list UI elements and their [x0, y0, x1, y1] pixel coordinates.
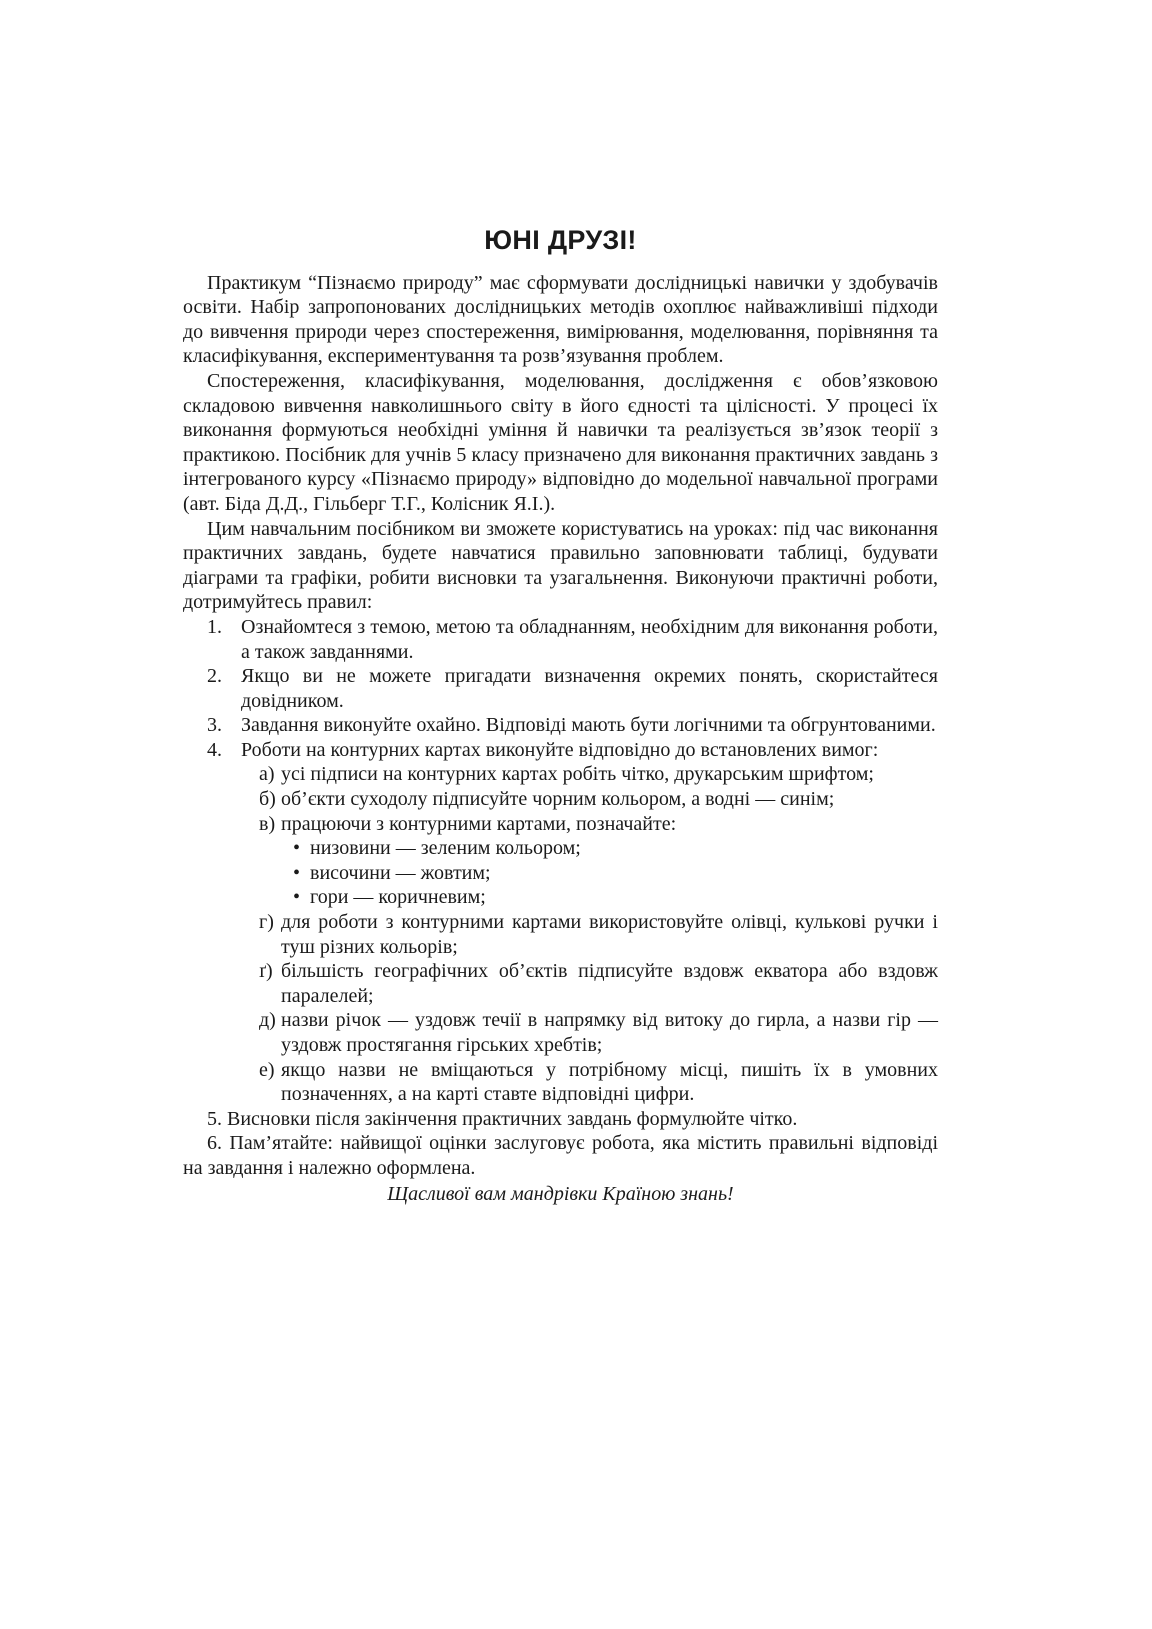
usage-paragraph: Цим навчальним посібником ви зможете користуватись на уроках: під час виконання практичних завдань, будете навчатися правильно заповнювати таблиці, будувати діаграми та графіки, робити висновки та узагальнення. Виконуючи практичні роботи, дотримуйтесь правил: — [183, 517, 938, 614]
bullet-icon: • — [293, 861, 301, 884]
page-title: ЮНІ ДРУЗІ! — [484, 225, 637, 255]
sub-item-letter: б) — [259, 788, 276, 811]
sub-item — [183, 959, 938, 1008]
rule-item — [183, 738, 938, 763]
rules-list — [183, 615, 938, 763]
bullet-text: височини — жовтим; — [310, 861, 491, 884]
sub-item — [183, 762, 938, 787]
sub-item — [183, 910, 938, 959]
rule-text: Якщо ви не можете пригадати визначення окремих понять, скористайтеся довідником. — [241, 665, 938, 712]
final-point-evaluation: 6. Пам’ятайте: найвищої оцінки заслуговує робота, яка містить правильні відповіді на завдання і належно оформлена. — [183, 1132, 938, 1179]
sub-item-letter: ґ) — [259, 960, 273, 983]
sub-item — [183, 812, 938, 837]
sub-item — [183, 787, 938, 812]
map-requirements-list-continued — [183, 910, 938, 1107]
sub-item-text: назви річок — уздовж течії в напрямку від витоку до гирла, а назви гір — уздовж простягання гірських хребтів; — [281, 1009, 938, 1056]
bullet-item — [183, 861, 938, 886]
rule-item — [183, 615, 938, 664]
rule-number: 3. — [207, 714, 222, 737]
bullet-item — [183, 836, 938, 861]
rule-number: 1. — [207, 615, 222, 638]
sub-item-text: усі підписи на контурних картах робіть чітко, друкарським шрифтом; — [281, 763, 874, 786]
rule-item — [183, 664, 938, 713]
sub-item — [183, 1008, 938, 1057]
sub-item-letter: г) — [259, 911, 274, 934]
bullet-icon: • — [293, 837, 301, 860]
sub-item-text: для роботи з контурними картами використовуйте олівці, кулькові ручки і туш різних кольорів; — [281, 911, 938, 958]
sub-item — [183, 1058, 938, 1107]
bullet-text: гори — коричневим; — [310, 886, 486, 909]
color-legend-list — [183, 836, 938, 910]
intro-paragraph: Практикум “Пізнаємо природу” має сформувати дослідницькі навички у здобувачів освіти. Набір запропонованих дослідницьких методів охоплює найважливіші підходи до вивчення природи через спостереження, вимірювання, моделювання, порівняння та класифікування, експериментування та розв’язування проблем. — [183, 271, 938, 368]
purpose-paragraph: Спостереження, класифікування, моделювання, дослідження є обов’язковою складовою вивчення навколишнього світу в його єдності та цілісності. У процесі їх виконання формуються необхідні уміння й навички та реалізується зв’язок теорії з практикою. Посібник для учнів 5 класу призначено для виконання практичних завдань з інтегрованого курсу «Пізнаємо природу» відповідно до модельної навчальної програми (авт. Біда Д.Д., Гільберг Т.Г., Колісник Я.І.). — [183, 369, 938, 515]
rule-text: Завдання виконуйте охайно. Відповіді мають бути логічними та обгрунтованими. — [241, 714, 936, 737]
bullet-text: низовини — зеленим кольором; — [310, 837, 581, 860]
sub-item-letter: а) — [259, 763, 275, 786]
rule-number: 2. — [207, 665, 222, 688]
sub-item-letter: д) — [259, 1009, 276, 1032]
map-requirements-list — [183, 762, 938, 836]
sub-item-text: якщо назви не вміщаються у потрібному місці, пишіть їх в умовних позначеннях, а на карті ставте відповідні цифри. — [281, 1058, 938, 1106]
sub-item-letter: в) — [259, 812, 276, 835]
final-point-conclusions: 5. Висновки після закінчення практичних завдань формулюйте чітко. — [207, 1107, 798, 1130]
sub-item-text: більшість географічних об’єктів підписуйте вздовж екватора або вздовж паралелей; — [281, 960, 938, 1007]
sub-item-letter: е) — [259, 1058, 275, 1081]
rule-text: Роботи на контурних картах виконуйте відповідно до встановлених вимог: — [241, 738, 879, 761]
rule-text: Ознайомтеся з темою, метою та обладнанням, необхідним для виконання роботи, а також завданнями. — [241, 615, 938, 663]
sub-item-text: працюючи з контурними картами, позначайте: — [281, 812, 677, 835]
rule-number: 4. — [207, 738, 222, 761]
closing-wish: Щасливої вам мандрівки Країною знань! — [387, 1182, 734, 1205]
bullet-item — [183, 885, 938, 910]
rule-item — [183, 713, 938, 738]
sub-item-text: об’єкти суходолу підписуйте чорним кольором, а водні — синім; — [281, 788, 835, 811]
document-body — [183, 225, 938, 1206]
bullet-icon: • — [293, 886, 301, 909]
